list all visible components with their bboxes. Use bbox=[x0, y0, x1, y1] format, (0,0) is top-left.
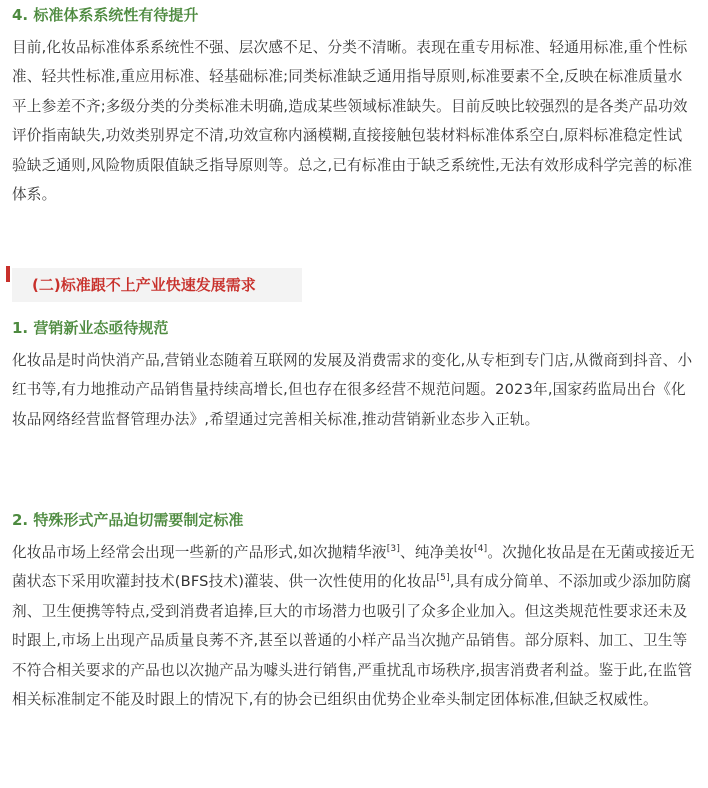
part-title-accent-bar bbox=[6, 266, 10, 282]
section-heading-4: 4. 标准体系系统性有待提升 bbox=[12, 6, 199, 24]
item-1-paragraph: 化妆品是时尚快消产品,营销业态随着互联网的发展及消费需求的变化,从专柜到专门店,从微商到抖音、小红书等,有力地推动产品销售量持续高增长,但也存在很多经营不规范问题。2023年,国家药监局出台《化妆品网络经营监督管理办法》,希望通过完善相关标准,推动营销新业态步入正轨。 bbox=[12, 352, 693, 428]
item-2-text-c: 。次抛化妆品是在无菌或接近无菌状态下采用吹灌封技术(BFS技术)灌装、供一次性使用的化妆品 bbox=[12, 544, 695, 591]
item-heading-2: 2. 特殊形式产品迫切需要制定标准 bbox=[12, 511, 244, 529]
citation-3[interactable]: [3] bbox=[386, 544, 401, 555]
item-heading-1: 1. 营销新业态亟待规范 bbox=[12, 319, 169, 337]
part-title: (二)标准跟不上产业快速发展需求 bbox=[32, 276, 256, 294]
item-2-text-a: 化妆品市场上经常会出现一些新的产品形式,如次抛精华液 bbox=[12, 544, 387, 561]
citation-4[interactable]: [4] bbox=[474, 544, 488, 555]
item-2-text-b: 、纯净美妆 bbox=[400, 544, 475, 561]
item-2-paragraph bbox=[12, 538, 696, 714]
section-4-paragraph: 目前,化妆品标准体系系统性不强、层次感不足、分类不清晰。表现在重专用标准、轻通用标准,重个性标准、轻共性标准,重应用标准、轻基础标准;同类标准缺乏通用指导原则,标准要素不全,反映在标准质量水平上参差不齐;多级分类的分类标准未明确,造成某些领域标准缺失。目前反映比较强烈的是各类产品功效评价指南缺失,功效类别界定不清,功效宣称内涵模糊,直接接触包装材料标准体系空白,原料标准稳定性试验缺乏通则,风险物质限值缺乏指导原则等。总之,已有标准由于缺乏系统性,无法有效形成科学完善的标准体系。 bbox=[12, 39, 693, 204]
item-2-text-d: ,具有成分简单、不添加或少添加防腐剂、卫生便携等特点,受到消费者追捧,巨大的市场潜力也吸引了众多企业加入。但这类规范性要求还未及时跟上,市场上出现产品质量良莠不齐,甚至以普通的小样产品当次抛产品销售。部分原料、加工、卫生等不符合相关要求的产品也以次抛产品为噱头进行销售,严重扰乱市场秩序,损害消费者利益。鉴于此,在监管相关标准制定不能及时跟上的情况下,有的协会已组织由优势企业牵头制定团体标准,但缺乏权威性。 bbox=[12, 573, 693, 709]
citation-5[interactable]: [5] bbox=[436, 573, 450, 584]
